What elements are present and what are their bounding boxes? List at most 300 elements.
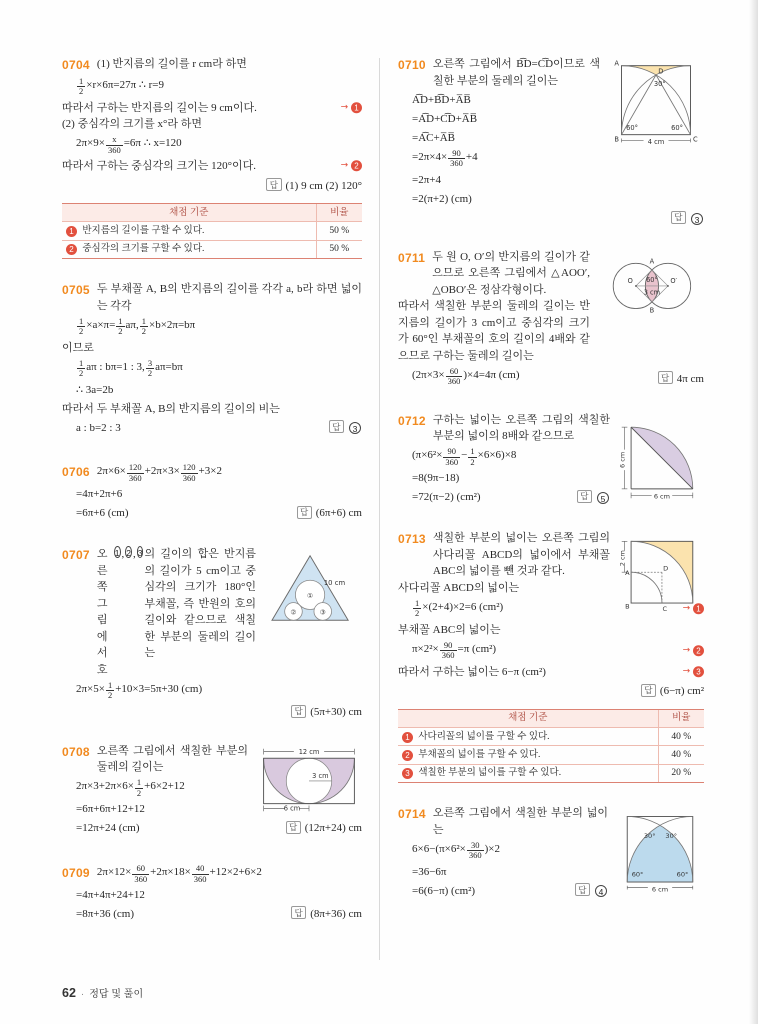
choice-circled-number: 5 <box>597 492 609 504</box>
fraction-denominator: 2 <box>79 326 84 337</box>
figure-label: 60° <box>626 123 638 132</box>
step-marker: → 2 <box>341 160 362 174</box>
criteria-step-number: 2 <box>402 750 413 761</box>
answer-box-label: 답 <box>577 490 592 503</box>
line-content: 사다리꼴 ABCD의 넓이는 <box>398 581 520 594</box>
problem-number: 0713 <box>398 532 426 547</box>
answer-value: 4π cm <box>676 372 704 385</box>
fraction-denominator: 360 <box>134 873 148 884</box>
math-line <box>62 486 362 503</box>
figure-label: 3 cm <box>312 771 329 780</box>
text-line <box>398 805 704 841</box>
fraction <box>77 317 85 338</box>
math-line <box>398 447 704 468</box>
math-line <box>398 841 704 862</box>
math-line <box>62 463 362 484</box>
math-line <box>62 887 362 904</box>
figure-label: A <box>614 59 619 68</box>
answer-line <box>398 683 704 700</box>
fraction <box>443 447 460 468</box>
fraction-numerator: 1 <box>107 679 113 690</box>
text-line <box>62 281 362 314</box>
fraction-denominator: 360 <box>128 472 142 483</box>
line-content: 2π×9× $\frac{x}{360}$ =6π ∴ x=120 <box>76 134 182 155</box>
fraction <box>140 317 148 338</box>
figure-label: 60° <box>646 275 658 284</box>
text-line <box>398 249 704 299</box>
criteria-cell: 2 중심각의 크기를 구할 수 있다. <box>62 240 316 258</box>
problem-0711 <box>398 249 704 390</box>
grading-header-row <box>398 709 704 727</box>
grading-header-ratio: 비율 <box>316 204 362 222</box>
figure-label: 2 cm <box>618 550 627 567</box>
math-line <box>398 470 704 487</box>
line-content: =2π×4× $\frac{90}{360}$ +4 <box>412 147 478 169</box>
math-line <box>398 367 704 388</box>
answer-line <box>398 210 704 227</box>
fraction-denominator: 2 <box>415 608 420 619</box>
line-content: =8(9π−18) <box>412 472 460 485</box>
line-content: =6π+6π+12+12 <box>76 803 145 816</box>
math-line <box>398 864 704 881</box>
figure-label: 30° <box>643 832 656 841</box>
fraction <box>106 681 114 702</box>
answer-value <box>596 491 610 503</box>
figure-label: 6 cm <box>653 492 671 501</box>
line-content: =4π+2π+6 <box>76 488 123 501</box>
math-line <box>398 191 704 208</box>
figure-label: 12 cm <box>298 747 320 756</box>
left-column <box>62 56 378 947</box>
line-content: =6(6−π) (cm²) <box>412 884 476 897</box>
line-content: 2π×3+2π×6× $\frac{1}{2}$ +6×2+12 <box>76 777 185 798</box>
section-title: 정답 및 풀이 <box>89 989 144 1000</box>
math-line <box>62 801 362 818</box>
text-line <box>62 158 362 175</box>
line-content: $\frac{1}{2}$ ×a×π= $\frac{1}{2}$ aπ, $\frac{1}{2}$ ×b×2π=bπ <box>79 315 196 337</box>
answer-box-label: 답 <box>329 420 344 433</box>
ratio-cell: 40 % <box>658 746 704 764</box>
fraction-denominator: 2 <box>107 690 113 701</box>
line-content: 0706 2π×6× $\frac{120}{360}$ +2π×3× $\frac{120}{360}$ +3×2 <box>62 462 222 483</box>
step-marker-number: 3 <box>693 666 704 677</box>
line-content: 따라서 색칠한 부분의 둘레의 길이는 반지름의 길이가 3 cm이고 중심각의 크기가 60°인 부채꼴의 호의 길이의 4배와 같으므로 구하는 둘레의 길이는 <box>398 300 590 362</box>
grading-header-ratio: 비율 <box>658 709 704 727</box>
answer-box-label: 답 <box>658 371 673 384</box>
choice-circled-number: 2 <box>126 548 131 559</box>
figure-label: 6 cm <box>283 804 301 813</box>
fraction-numerator: 1 <box>415 597 420 608</box>
line-content: 이므로 <box>62 341 94 354</box>
answer-box-label: 답 <box>286 821 301 834</box>
figure-label: B <box>614 135 620 144</box>
figure-label: 30° <box>665 832 678 841</box>
line-content: =8π+36 (cm) <box>76 907 134 920</box>
fraction <box>77 77 85 98</box>
text-line <box>398 622 704 639</box>
fraction-numerator: 120 <box>182 462 196 473</box>
answer <box>329 420 362 437</box>
answer-value: (6π+6) cm <box>315 507 362 520</box>
figure-label: A <box>649 256 655 265</box>
grading-row <box>398 764 704 782</box>
grading-table <box>398 709 704 783</box>
choice-circled-number: 3 <box>349 422 361 434</box>
fraction <box>116 317 124 338</box>
fraction-numerator: 1 <box>470 446 475 457</box>
figure-label: 3 cm <box>643 287 661 296</box>
grading-row <box>62 240 362 258</box>
math-line <box>62 505 362 522</box>
choice-circled-number: 3 <box>137 548 143 559</box>
line-content: 0707 오른쪽 그림에서 호 1 , 2 , 3 의 길이의 합은 반지름의 길이가 5 cm이고 중심각의 크기가 180°인 부채꼴, 즉 반원의 호의 길이와 같으므로 색칠한 부분의 둘레의 길이는 <box>62 548 256 676</box>
choice-circled-number: 3 <box>691 213 703 225</box>
text-line <box>62 743 362 776</box>
grading-row <box>398 728 704 746</box>
figure-label: A <box>625 569 630 578</box>
problem-number: 0714 <box>398 807 426 822</box>
fraction-denominator: 360 <box>445 456 459 467</box>
fraction <box>132 864 149 885</box>
line-content: =72(π−2) (cm²) <box>412 491 481 504</box>
fraction <box>135 778 143 799</box>
fraction <box>440 641 457 662</box>
answer-box-label: 답 <box>291 705 306 718</box>
fraction-denominator: 2 <box>79 86 84 97</box>
answer <box>671 212 704 224</box>
criteria-step-number: 3 <box>402 768 413 779</box>
figure-label: 60° <box>631 870 644 879</box>
ratio-cell: 50 % <box>316 222 362 240</box>
answer-value: (5π+30) cm <box>310 706 362 719</box>
answer-value: (6−π) cm² <box>659 685 704 698</box>
fraction <box>467 841 484 862</box>
fraction <box>446 367 463 388</box>
figure-label: ③ <box>319 608 326 617</box>
problem-0708 <box>62 743 362 840</box>
step-marker: → 1 <box>341 101 362 115</box>
ratio-cell: 40 % <box>658 728 704 746</box>
problem-number: 0712 <box>398 413 426 428</box>
figure-label: ② <box>290 608 297 617</box>
fraction <box>106 135 123 156</box>
answer-box-label: 답 <box>575 883 590 896</box>
line-content: =12π+24 (cm) <box>76 822 140 835</box>
problem-0709 <box>62 861 362 925</box>
answer <box>291 906 362 923</box>
problem-number: 0706 <box>62 465 90 480</box>
step-marker: → 3 <box>683 665 704 679</box>
problem-0713 <box>398 530 704 783</box>
grading-header-criteria: 채점 기준 <box>62 204 316 222</box>
step-marker: → 2 <box>683 644 704 658</box>
line-content: a : b=2 : 3 <box>76 421 121 434</box>
answer-box-label: 답 <box>266 178 281 191</box>
math-line <box>62 820 362 837</box>
page-number: 62 <box>62 986 76 1000</box>
math-line <box>62 317 362 338</box>
problem-number: 0711 <box>398 250 426 265</box>
grading-table <box>62 203 362 259</box>
fraction-denominator: 360 <box>107 144 121 155</box>
fraction-numerator: 120 <box>128 462 142 473</box>
fraction-denominator: 360 <box>447 376 461 387</box>
figure-label: ① <box>307 591 314 600</box>
fraction-numerator: 90 <box>443 447 460 458</box>
two-column-layout <box>62 56 704 947</box>
line-content: =36−6π <box>412 865 447 878</box>
line-content: =4π+4π+24+12 <box>76 888 145 901</box>
text-line <box>62 116 362 133</box>
line-content: (π×6²× $\frac{90}{360}$ − $\frac{1}{2}$ ×6×6)×8 <box>412 446 517 467</box>
text-line <box>62 401 362 418</box>
criteria-cell: 3 색칠한 부분의 넓이를 구할 수 있다. <box>398 764 658 782</box>
step-marker: → 1 <box>683 602 704 616</box>
problem-0705 <box>62 281 362 439</box>
fraction <box>468 447 476 468</box>
fraction-numerator: 1 <box>79 315 84 326</box>
line-content: 2π×5× $\frac{1}{2}$ +10×3=5π+30 (cm) <box>76 679 203 701</box>
answer <box>577 489 610 506</box>
answer <box>291 706 362 718</box>
fraction <box>77 359 85 380</box>
line-content: π×2²× $\frac{90}{360}$ =π (cm²) <box>412 639 497 661</box>
text-line <box>62 546 362 678</box>
answer-value <box>690 212 704 224</box>
answer-value: (8π+36) cm <box>310 907 362 920</box>
figure-label: 6 cm <box>651 885 669 894</box>
criteria-cell: 1 사다리꼴의 넓이를 구할 수 있다. <box>398 728 658 746</box>
text-line <box>398 298 704 364</box>
math-line <box>398 489 610 506</box>
problem-0714 <box>398 805 704 903</box>
problem-number: 0704 <box>62 58 90 72</box>
line-content: 0708 오른쪽 그림에서 색칠한 부분의 둘레의 길이는 <box>62 744 248 774</box>
page-footer <box>62 985 143 1000</box>
fraction-numerator: 90 <box>448 149 465 160</box>
figure-label: C <box>692 135 698 144</box>
criteria-cell: 1 반지름의 길이를 구할 수 있다. <box>62 222 316 240</box>
answer-value: (12π+24) cm <box>304 822 362 835</box>
problem-number: 0709 <box>62 865 90 880</box>
answer <box>641 685 704 697</box>
fraction-denominator: 2 <box>470 456 475 467</box>
problem-number: 0705 <box>62 283 90 298</box>
problem-number: 0708 <box>62 744 90 759</box>
line-content: $\frac{1}{2}$ aπ : bπ=1 : 3, $\frac{3}{2}$ aπ=bπ <box>79 357 183 379</box>
figure-label: 4 cm <box>647 137 665 146</box>
math-line <box>398 172 704 189</box>
answer-box-label: 답 <box>297 506 312 519</box>
answer-box-label: 답 <box>671 211 686 224</box>
footer-separator: · <box>80 989 85 1000</box>
problem-0712 <box>398 412 704 509</box>
line-content: 0714 오른쪽 그림에서 색칠한 부분의 넓이는 <box>398 807 608 836</box>
line-content: =2π+4 <box>412 173 441 186</box>
choice-circled-number: 1 <box>114 548 120 559</box>
fraction-numerator: 1 <box>141 315 146 326</box>
problem-0706 <box>62 461 362 525</box>
fraction-numerator: 60 <box>132 864 149 875</box>
line-content: (2) 중심각의 크기를 x°라 하면 <box>62 118 202 131</box>
text-line <box>398 664 704 681</box>
line-content: 0711 두 원 O, O′의 반지름의 길이가 같으므로 오른쪽 그림에서 △AOO′, △OBO′은 정삼각형이다. <box>398 250 590 296</box>
figure-label: B <box>649 305 655 314</box>
fraction-numerator: 90 <box>440 641 457 652</box>
math-line <box>62 420 362 437</box>
criteria-cell: 2 부채꼴의 넓이를 구할 수 있다. <box>398 746 658 764</box>
math-line <box>62 382 362 399</box>
fraction-numerator: 1 <box>79 357 84 368</box>
line-content: 따라서 두 부채꼴 A, B의 반지름의 길이의 비는 <box>62 402 280 415</box>
math-line <box>398 92 704 109</box>
line-content: 0709 2π×12× $\frac{60}{360}$ +2π×18× $\frac{40}{360}$ +12×2+6×2 <box>62 862 262 884</box>
fraction-denominator: 2 <box>141 326 146 337</box>
line-content: =6π+6 (cm) <box>76 507 129 520</box>
problem-0707 <box>62 546 362 721</box>
figure-label: O <box>627 276 633 285</box>
text-line <box>398 580 704 597</box>
fraction-denominator: 360 <box>193 873 207 884</box>
step-marker-number: 2 <box>351 161 362 172</box>
fraction-numerator: 3 <box>147 357 153 368</box>
line-content: =A͡C+A̅B̅ <box>412 131 455 144</box>
fraction-denominator: 2 <box>147 368 153 379</box>
ratio-cell: 50 % <box>316 240 362 258</box>
answer-line <box>62 178 362 195</box>
math-line <box>398 149 704 170</box>
fraction-denominator: 360 <box>450 158 463 169</box>
fraction-denominator: 2 <box>136 787 142 798</box>
step-marker-number: 2 <box>693 645 704 656</box>
figure-label: 60° <box>671 123 684 132</box>
line-content: =A͡D+C͡D+A̅B̅ <box>412 112 478 125</box>
fraction <box>181 463 198 484</box>
grading-row <box>62 222 362 240</box>
fraction <box>448 149 465 170</box>
math-line <box>62 864 362 885</box>
line-content: 6×6−(π×6²× $\frac{30}{360}$ )×2 <box>412 839 500 861</box>
line-content: 0712 구하는 넓이는 오른쪽 그림의 색칠한 부분의 넓이의 8배와 같으므로 <box>398 413 610 443</box>
math-line <box>398 599 704 620</box>
figure-label: B <box>625 602 630 611</box>
figure-label: D <box>658 67 664 76</box>
text-line <box>398 412 704 445</box>
problem-0710 <box>398 56 704 227</box>
math-line <box>62 906 362 923</box>
text-line <box>62 340 362 357</box>
fraction-numerator: 1 <box>136 777 142 788</box>
figure-label: O′ <box>670 276 678 285</box>
answer-box-label: 답 <box>291 906 306 919</box>
answer-box-label: 답 <box>641 684 656 697</box>
line-content: 따라서 구하는 반지름의 길이는 9 cm이다. <box>62 101 257 114</box>
column-divider <box>379 58 380 960</box>
text-line <box>62 100 362 117</box>
fraction-numerator: 1 <box>118 315 123 326</box>
line-content: (2π×3× $\frac{60}{360}$ )×4=4π (cm) <box>412 365 520 387</box>
fraction-denominator: 2 <box>79 368 84 379</box>
criteria-step-number: 1 <box>66 226 77 237</box>
fraction-denominator: 360 <box>182 472 196 483</box>
figure-label: 60° <box>676 870 689 879</box>
line-content: $\frac{1}{2}$ ×(2+4)×2=6 (cm²) <box>415 597 504 619</box>
line-content: 0710 오른쪽 그림에서 B͡D=C͡D이므로 색칠한 부분의 둘레의 길이는 <box>398 58 600 87</box>
answer-value: (1) 9 cm (2) 120° <box>285 179 362 192</box>
answer <box>297 505 363 522</box>
problem-number: 0707 <box>62 548 90 563</box>
fraction-denominator: 360 <box>441 650 455 661</box>
math-line <box>62 778 362 799</box>
math-line <box>62 77 362 98</box>
line-content: 0704 (1) 반지름의 길이를 r cm라 하면 <box>62 58 247 72</box>
line-content: 따라서 구하는 중심각의 크기는 120°이다. <box>62 160 257 173</box>
answer <box>266 180 362 192</box>
grading-row <box>398 746 704 764</box>
step-marker-number: 1 <box>351 102 362 113</box>
fraction-denominator: 2 <box>118 326 123 337</box>
fraction <box>127 463 144 484</box>
fraction <box>146 359 154 380</box>
problem-0704 <box>62 56 362 259</box>
math-line <box>398 883 608 900</box>
text-line <box>62 56 362 74</box>
answer <box>286 820 363 837</box>
line-content: 따라서 구하는 넓이는 6−π (cm²) <box>398 665 546 678</box>
answer-line <box>62 704 362 721</box>
line-content: 부채꼴 ABC의 넓이는 <box>398 623 501 636</box>
grading-header-criteria: 채점 기준 <box>398 709 658 727</box>
problem-number: 0710 <box>398 58 426 72</box>
figure-label: D <box>663 564 669 573</box>
fraction-numerator: 60 <box>446 367 463 378</box>
fraction <box>192 864 209 885</box>
math-line <box>398 641 704 662</box>
figure-label: C <box>662 605 668 614</box>
figure-label: 10 cm <box>323 579 346 588</box>
line-content: A͡D+B͡D+A̅B̅ <box>412 93 471 106</box>
step-marker-number: 1 <box>693 603 704 614</box>
figure-label: 6 cm <box>618 451 627 468</box>
line-content: 0705 두 부채꼴 A, B의 반지름의 길이를 각각 a, b라 하면 넓이는 각각 <box>62 283 362 312</box>
choice-circled-number: 4 <box>595 885 607 897</box>
answer <box>658 371 704 388</box>
fraction-numerator: x <box>106 135 123 146</box>
math-line <box>62 135 362 156</box>
answer-value <box>348 422 362 434</box>
grading-header-row <box>62 204 362 222</box>
criteria-step-number: 2 <box>66 244 77 255</box>
math-line <box>62 681 362 702</box>
text-line <box>398 56 704 89</box>
fraction-numerator: 30 <box>467 841 484 852</box>
figure-label: 30° <box>653 79 666 88</box>
answer <box>575 883 608 900</box>
answer-value <box>594 885 608 897</box>
criteria-step-number: 1 <box>402 732 413 743</box>
right-column <box>378 56 704 925</box>
math-line <box>62 359 362 380</box>
line-content: $\frac{1}{2}$ ×r×6π=27π ∴ r=9 <box>79 75 164 97</box>
math-line <box>398 130 704 147</box>
fraction <box>413 599 421 620</box>
fraction-denominator: 360 <box>468 850 482 861</box>
ratio-cell: 20 % <box>658 764 704 782</box>
line-content: =2(π+2) (cm) <box>412 192 472 205</box>
fraction-numerator: 1 <box>79 75 84 86</box>
text-line <box>398 530 704 580</box>
line-content: 0713 색칠한 부분의 넓이는 오른쪽 그림의 사다리꼴 ABCD의 넓이에서 부채꼴 ABC의 넓이를 뺀 것과 같다. <box>398 532 610 578</box>
